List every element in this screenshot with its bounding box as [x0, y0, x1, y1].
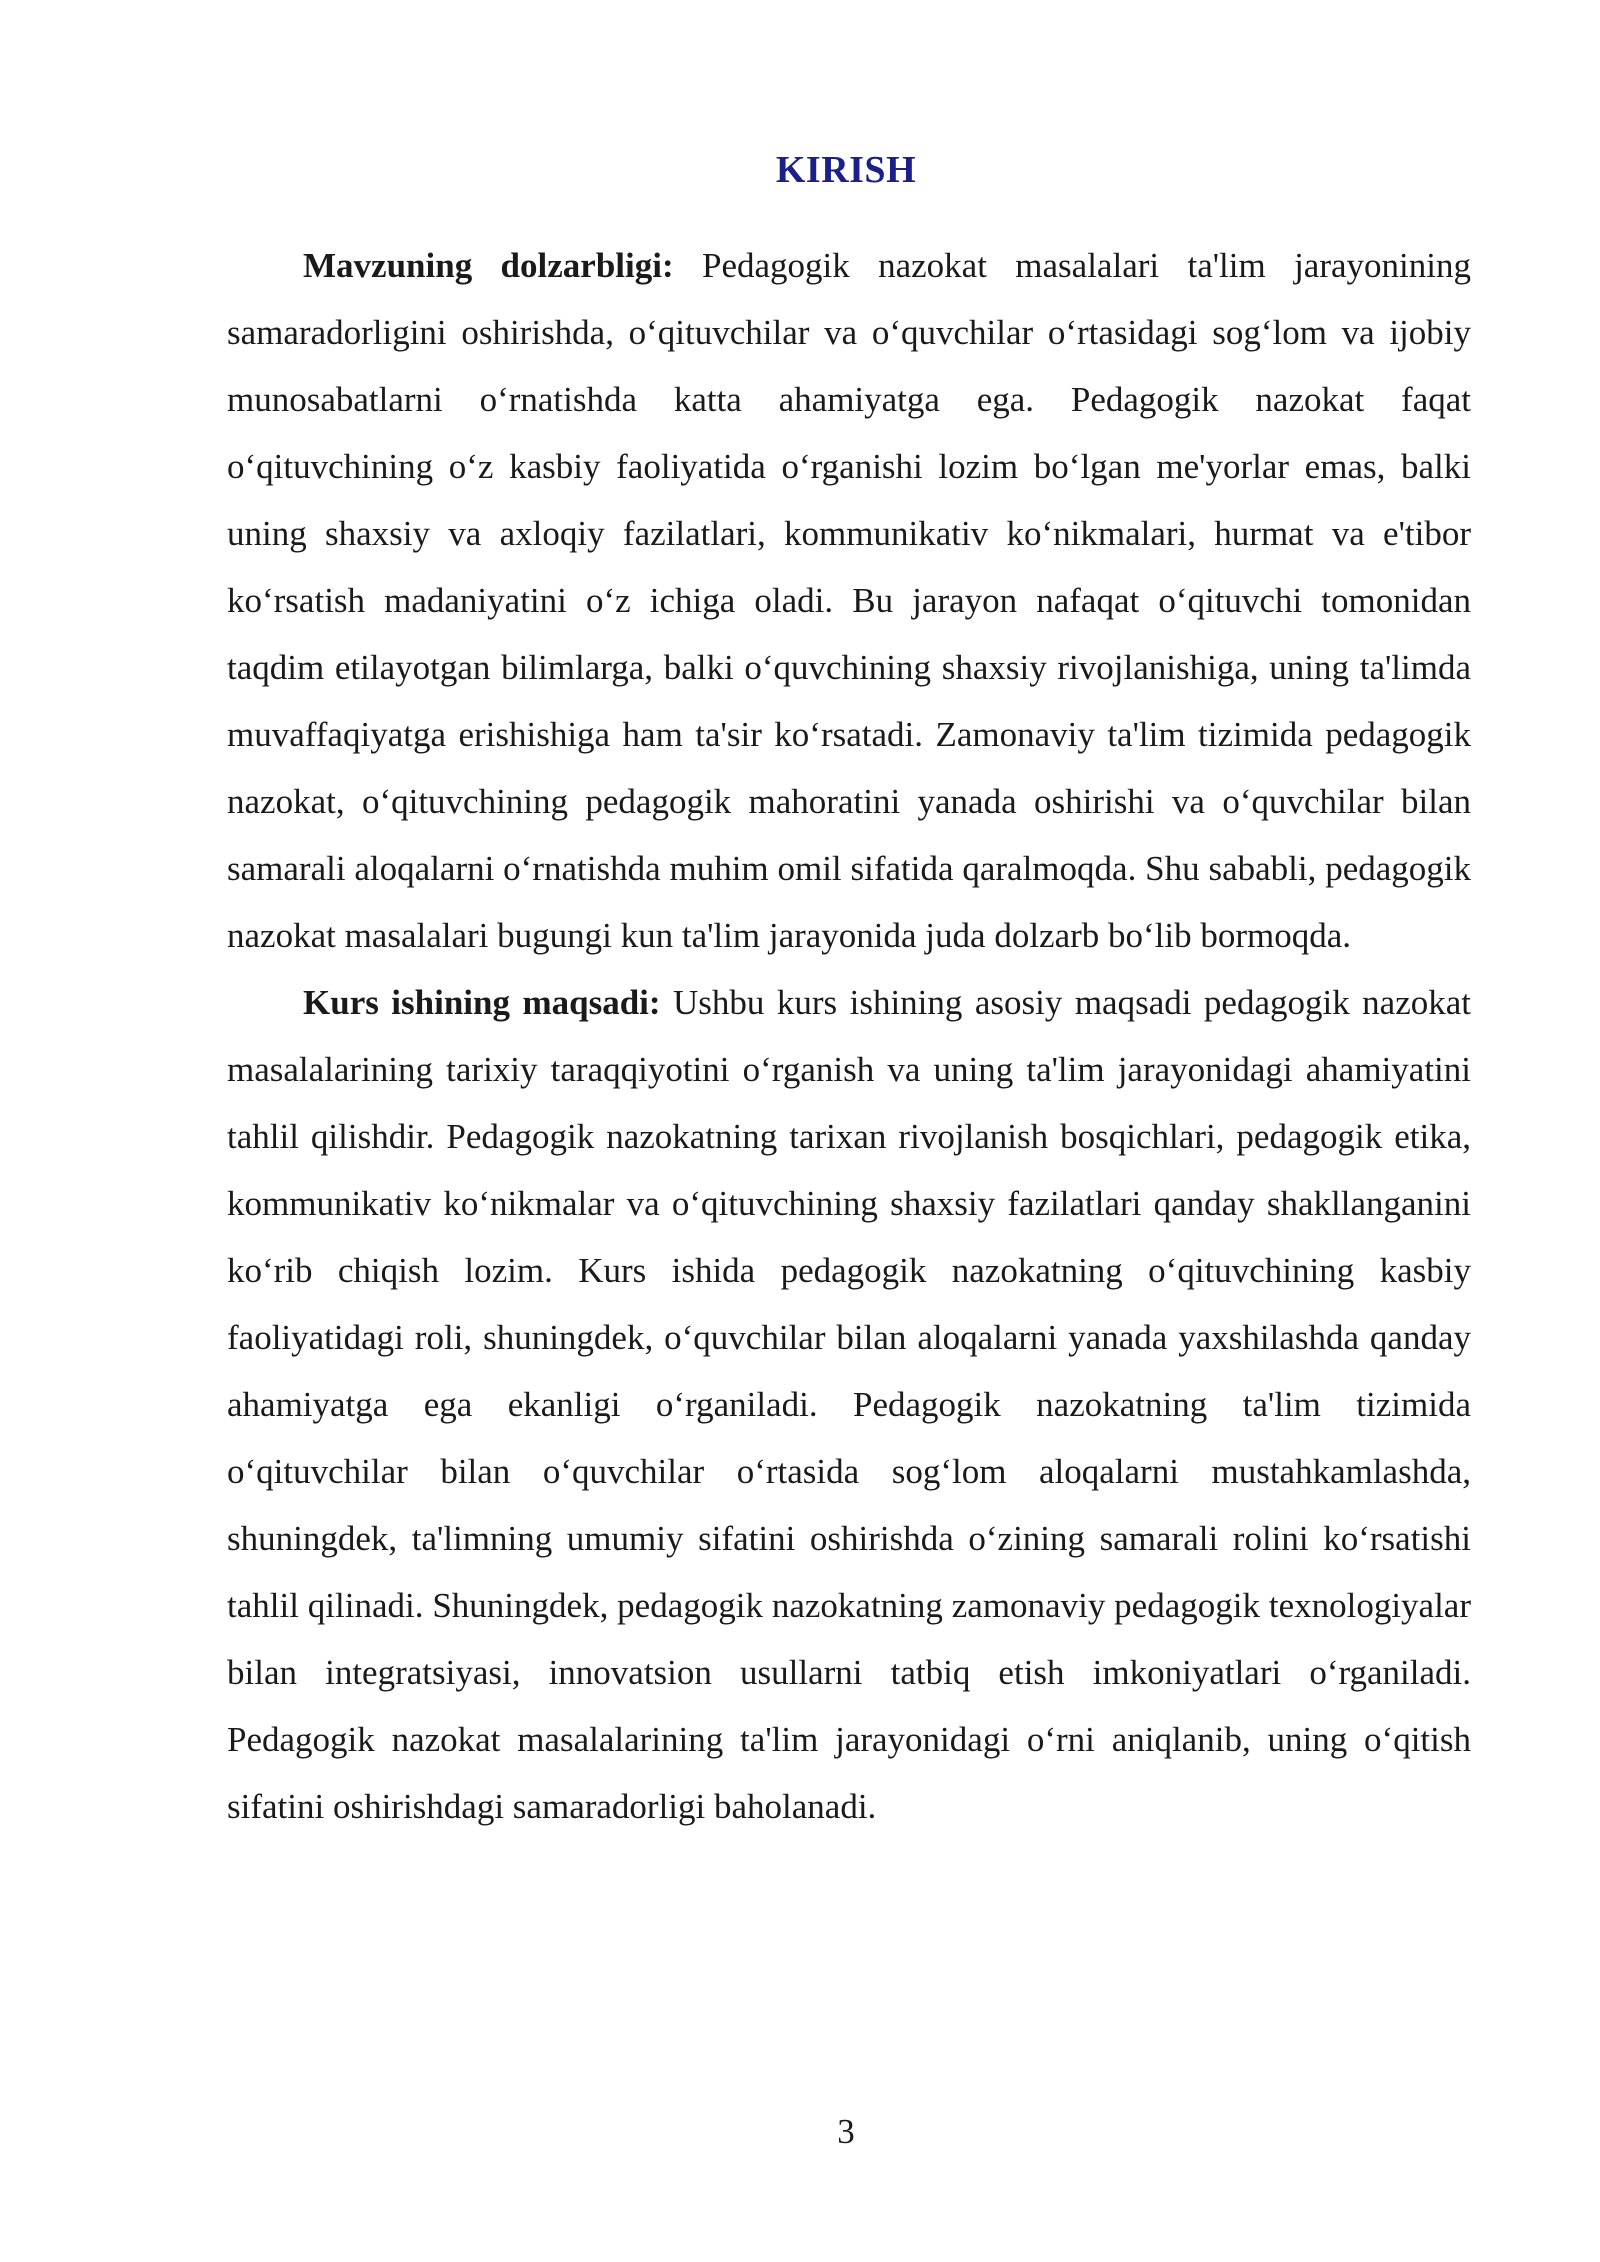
paragraph-relevance: [227, 232, 1471, 969]
section-heading: KIRISH: [775, 149, 917, 191]
paragraph-lead: Kurs ishining maqsadi:: [303, 983, 661, 1022]
paragraph-lead: Mavzuning dolzarbligi:: [303, 246, 674, 285]
paragraph-objective: [227, 969, 1471, 1840]
paragraph-body: Ushbu kurs ishining asosiy maqsadi pedagogik nazokat masalalarining tarixiy taraqqiyotini o‘rganish va uning ta'lim jarayonidagi ahamiyatini tahlil qilishdir. Pedagogik nazokatning tarixan rivojlanish bosqichlari, pedagogik etika, kommunikativ ko‘nikmalar va o‘qituvchining shaxsiy fazilatlari qanday shakllanganini ko‘rib chiqish lozim. Kurs ishida pedagogik nazokatning o‘qituvchining kasbiy faoliyatidagi roli, shuningdek, o‘quvchilar bilan aloqalarni yanada yaxshilashda qanday ahamiyatga ega ekanligi o‘rganiladi. Pedagogik nazokatning ta'lim tizimida o‘qituvchilar bilan o‘quvchilar o‘rtasida sog‘lom aloqalarni mustahkamlashda, shuningdek, ta'limning umumiy sifatini oshirishda o‘zining samarali rolini ko‘rsatishi tahlil qilinadi. Shuningdek, pedagogik nazokatning zamonaviy pedagogik texnologiyalar bilan integratsiyasi, innovatsion usullarni tatbiq etish imkoniyatlari o‘rganiladi. Pedagogik nazokat masalalarining ta'lim jarayonidagi o‘rni aniqlanib, uning o‘qitish sifatini oshirishdagi samaradorligi baholanadi.: [227, 983, 1471, 1826]
body-text: [227, 232, 1471, 1840]
paragraph-body: Pedagogik nazokat masalalari ta'lim jarayonining samaradorligini oshirishda, o‘qituvchilar va o‘quvchilar o‘rtasidagi sog‘lom va ijobiy munosabatlarni o‘rnatishda katta ahamiyatga ega. Pedagogik nazokat faqat o‘qituvchining o‘z kasbiy faoliyatida o‘rganishi lozim bo‘lgan me'yorlar emas, balki uning shaxsiy va axloqiy fazilatlari, kommunikativ ko‘nikmalari, hurmat va e'tibor ko‘rsatish madaniyatini o‘z ichiga oladi. Bu jarayon nafaqat o‘qituvchi tomonidan taqdim etilayotgan bilimlarga, balki o‘quvchining shaxsiy rivojlanishiga, uning ta'limda muvaffaqiyatga erishishiga ham ta'sir ko‘rsatadi. Zamonaviy ta'lim tizimida pedagogik nazokat, o‘qituvchining pedagogik mahoratini yanada oshirishi va o‘quvchilar bilan samarali aloqalarni o‘rnatishda muhim omil sifatida qaralmoqda. Shu sababli, pedagogik nazokat masalalari bugungi kun ta'lim jarayonida juda dolzarb bo‘lib bormoqda.: [227, 246, 1471, 955]
page-number: 3: [837, 2112, 855, 2151]
